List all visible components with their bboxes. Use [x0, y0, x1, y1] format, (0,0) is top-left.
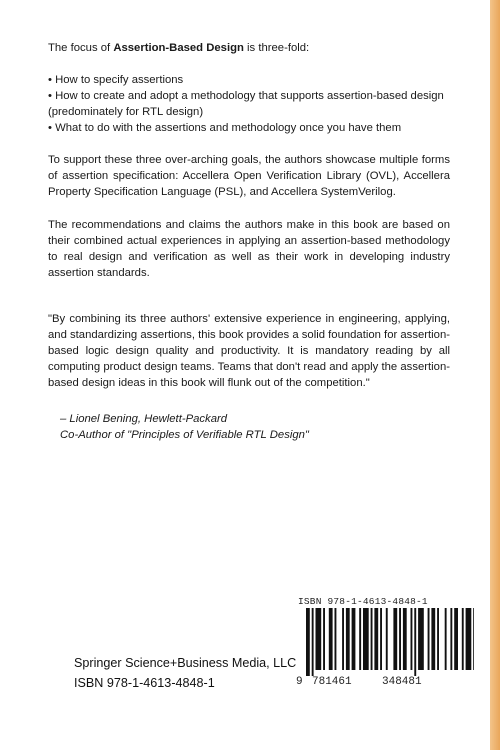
barcode-bar: [450, 608, 452, 670]
list-item: • What to do with the assertions and methodology once you have them: [48, 122, 402, 134]
barcode-bar: [380, 608, 382, 670]
barcode-bar: [386, 608, 388, 670]
barcode-bar: [437, 608, 439, 670]
intro-prefix: The focus of: [48, 42, 114, 54]
barcode-bar: [374, 608, 378, 670]
barcode-bar: [431, 608, 435, 670]
endorsement-quote: "By combining its three authors' extensive experience in engineering, applying, and standardizing assertions, this book provides a solid foundation for assertion-based logic design quality and productivity. It is mandatory reading by all computing product design teams. Teams that don't read and apply the assertion-based design ideas in this book will flunk out of the competition.": [48, 313, 450, 389]
barcode-bar: [414, 608, 416, 676]
publisher-block: [74, 653, 296, 693]
goals-paragraph: To support these three over-arching goals, the authors showcase multiple forms of assertion specification: Accellera Open Verification Library (OVL), Accellera Property Specification Language (PSL), and Accellera SystemVerilog.: [48, 154, 450, 198]
barcode-bar: [454, 608, 458, 670]
attribution-author: – Lionel Bening, Hewlett-Packard: [60, 413, 228, 425]
barcode-bar: [306, 608, 310, 676]
barcode-isbn-label: ISBN 978-1-4613-4848-1: [298, 596, 428, 607]
barcode-bar: [371, 608, 373, 670]
barcode-digit-first: 9: [296, 676, 303, 688]
barcode-bar: [399, 608, 401, 670]
barcode-bar: [323, 608, 325, 670]
barcode-bar: [359, 608, 361, 670]
list-item: • How to specify assertions: [48, 74, 184, 86]
barcode-bar: [363, 608, 369, 670]
barcode-bar: [445, 608, 447, 670]
barcode-bar: [352, 608, 356, 670]
barcode-bar: [466, 608, 472, 670]
book-title: Assertion-Based Design: [113, 42, 244, 54]
barcode-bar: [346, 608, 350, 670]
barcode-bar: [335, 608, 337, 670]
intro-line: [48, 40, 450, 56]
spine-stripe: [490, 0, 500, 750]
barcode-bar: [428, 608, 430, 670]
attribution-credit: Co-Author of "Principles of Verifiable RTL Design": [60, 429, 309, 441]
list-item: • How to create and adopt a methodology that supports assertion-based design (predominately for RTL design): [48, 90, 444, 118]
barcode-bar: [418, 608, 424, 670]
barcode-bar: [393, 608, 397, 670]
focus-list: [48, 72, 450, 136]
barcode-bar: [403, 608, 407, 670]
barcode-bar: [312, 608, 314, 676]
barcode-bar: [462, 608, 464, 670]
barcode-bar: [316, 608, 322, 670]
quote-attribution: [60, 411, 450, 443]
barcode-bar: [473, 608, 474, 670]
barcode-bar: [329, 608, 333, 670]
isbn-barcode: [296, 596, 480, 696]
barcode-digits-right: 348481: [382, 676, 422, 688]
intro-suffix: is three-fold:: [243, 42, 310, 54]
publisher-isbn: ISBN 978-1-4613-4848-1: [74, 676, 215, 690]
back-cover-text: [48, 40, 450, 443]
barcode-digits-left: 781461: [312, 676, 352, 688]
barcode-bar: [342, 608, 344, 670]
publisher-name: Springer Science+Business Media, LLC: [74, 656, 297, 670]
barcode-bars: [306, 608, 474, 676]
recommendations-paragraph: The recommendations and claims the authors make in this book are based on their combined actual experiences in applying an assertion-based methodology to real design and verification as well as their work in developing industry assertion standards.: [48, 219, 450, 279]
barcode-bar: [411, 608, 413, 670]
